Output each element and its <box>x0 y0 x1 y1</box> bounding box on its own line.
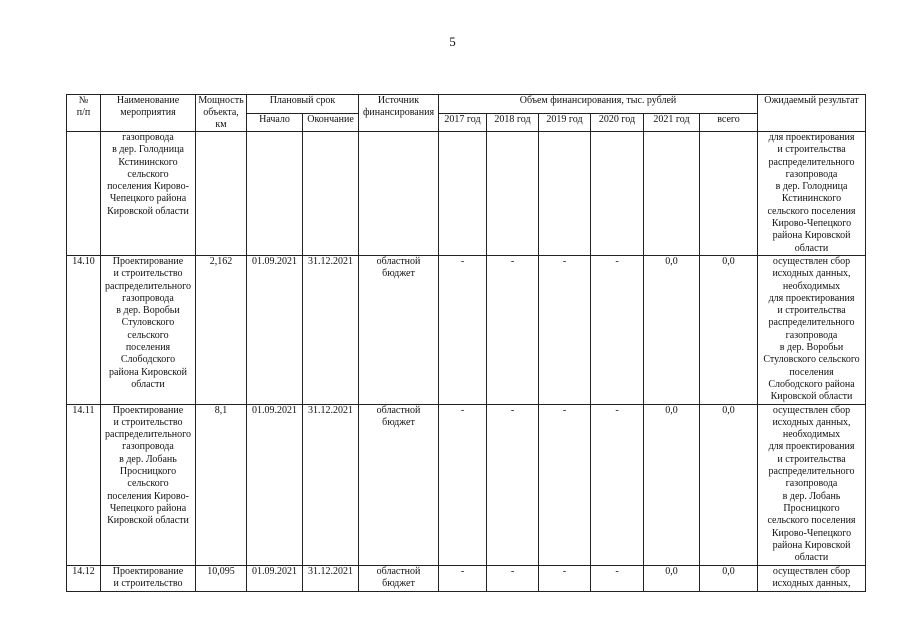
row-source <box>359 132 439 256</box>
row-2018 <box>487 132 539 256</box>
row-start: 01.09.2021 <box>247 565 303 591</box>
row-2017: - <box>439 256 487 405</box>
row-2021: 0,0 <box>644 404 700 565</box>
row-2020: - <box>591 565 644 591</box>
row-2017: - <box>439 404 487 565</box>
row-capacity <box>196 132 247 256</box>
row-2018: - <box>487 404 539 565</box>
row-total: 0,0 <box>700 404 758 565</box>
header-year-2019: 2019 год <box>539 113 591 132</box>
row-result: осуществлен сбор исходных данных, необходимых для проектирования и строительства распределительного газопровода в дер. Воробьи Стуловского сельского поселения Слободского района Кировской области <box>758 256 866 405</box>
header-num: № п/п <box>67 95 101 132</box>
row-2020 <box>591 132 644 256</box>
header-end: Окончание <box>303 113 359 132</box>
table-row <box>67 565 866 591</box>
row-start: 01.09.2021 <box>247 256 303 405</box>
row-2018: - <box>487 256 539 405</box>
header-capacity: Мощность объекта, км <box>196 95 247 132</box>
row-num: 14.12 <box>67 565 101 591</box>
header-start: Начало <box>247 113 303 132</box>
row-name: Проектирование и строительство распределительного газопровода в дер. Воробьи Стуловского сельского поселения Слободского района Кировской области <box>101 256 196 405</box>
header-year-2020: 2020 год <box>591 113 644 132</box>
header-row <box>67 95 866 114</box>
row-num: 14.11 <box>67 404 101 565</box>
row-capacity: 2,162 <box>196 256 247 405</box>
row-start <box>247 132 303 256</box>
table-row <box>67 132 866 256</box>
row-2020: - <box>591 404 644 565</box>
row-2019: - <box>539 404 591 565</box>
row-end: 31.12.2021 <box>303 256 359 405</box>
row-2021: 0,0 <box>644 256 700 405</box>
row-capacity: 10,095 <box>196 565 247 591</box>
page-number: 5 <box>449 34 456 49</box>
header-result: Ожидаемый результат <box>758 95 866 132</box>
row-2019 <box>539 132 591 256</box>
table-row <box>67 256 866 405</box>
table-row <box>67 404 866 565</box>
row-source: областной бюджет <box>359 404 439 565</box>
row-source: областной бюджет <box>359 256 439 405</box>
row-total: 0,0 <box>700 256 758 405</box>
header-year-2021: 2021 год <box>644 113 700 132</box>
header-year-2017: 2017 год <box>439 113 487 132</box>
row-end <box>303 132 359 256</box>
header-total: всего <box>700 113 758 132</box>
header-funding: Объем финансирования, тыс. рублей <box>439 95 758 114</box>
row-result: осуществлен сбор исходных данных, необходимых для проектирования и строительства распределительного газопровода в дер. Лобань Просницкого сельского поселения Кирово-Чепецкого района Кировской области <box>758 404 866 565</box>
row-capacity: 8,1 <box>196 404 247 565</box>
row-num <box>67 132 101 256</box>
row-source: областной бюджет <box>359 565 439 591</box>
row-name: газопровода в дер. Голодница Кстининского сельского поселения Кирово- Чепецкого района Кировской области <box>101 132 196 256</box>
header-source: Источник финансирования <box>359 95 439 132</box>
row-total: 0,0 <box>700 565 758 591</box>
row-2020: - <box>591 256 644 405</box>
row-result: для проектирования и строительства распределительного газопровода в дер. Голодница Кстининского сельского поселения Кирово-Чепецкого района Кировской области <box>758 132 866 256</box>
row-2019: - <box>539 565 591 591</box>
row-result: осуществлен сбор исходных данных, <box>758 565 866 591</box>
row-start: 01.09.2021 <box>247 404 303 565</box>
header-planned-period: Плановый срок <box>247 95 359 114</box>
header-year-2018: 2018 год <box>487 113 539 132</box>
row-2017 <box>439 132 487 256</box>
row-end: 31.12.2021 <box>303 404 359 565</box>
financing-table <box>66 94 866 592</box>
row-end: 31.12.2021 <box>303 565 359 591</box>
row-2018: - <box>487 565 539 591</box>
row-2017: - <box>439 565 487 591</box>
row-name: Проектирование и строительство <box>101 565 196 591</box>
header-name: Наименование мероприятия <box>101 95 196 132</box>
row-name: Проектирование и строительство распределительного газопровода в дер. Лобань Просницкого сельского поселения Кирово- Чепецкого района Кировской области <box>101 404 196 565</box>
row-2021 <box>644 132 700 256</box>
row-2021: 0,0 <box>644 565 700 591</box>
row-num: 14.10 <box>67 256 101 405</box>
row-2019: - <box>539 256 591 405</box>
row-total <box>700 132 758 256</box>
